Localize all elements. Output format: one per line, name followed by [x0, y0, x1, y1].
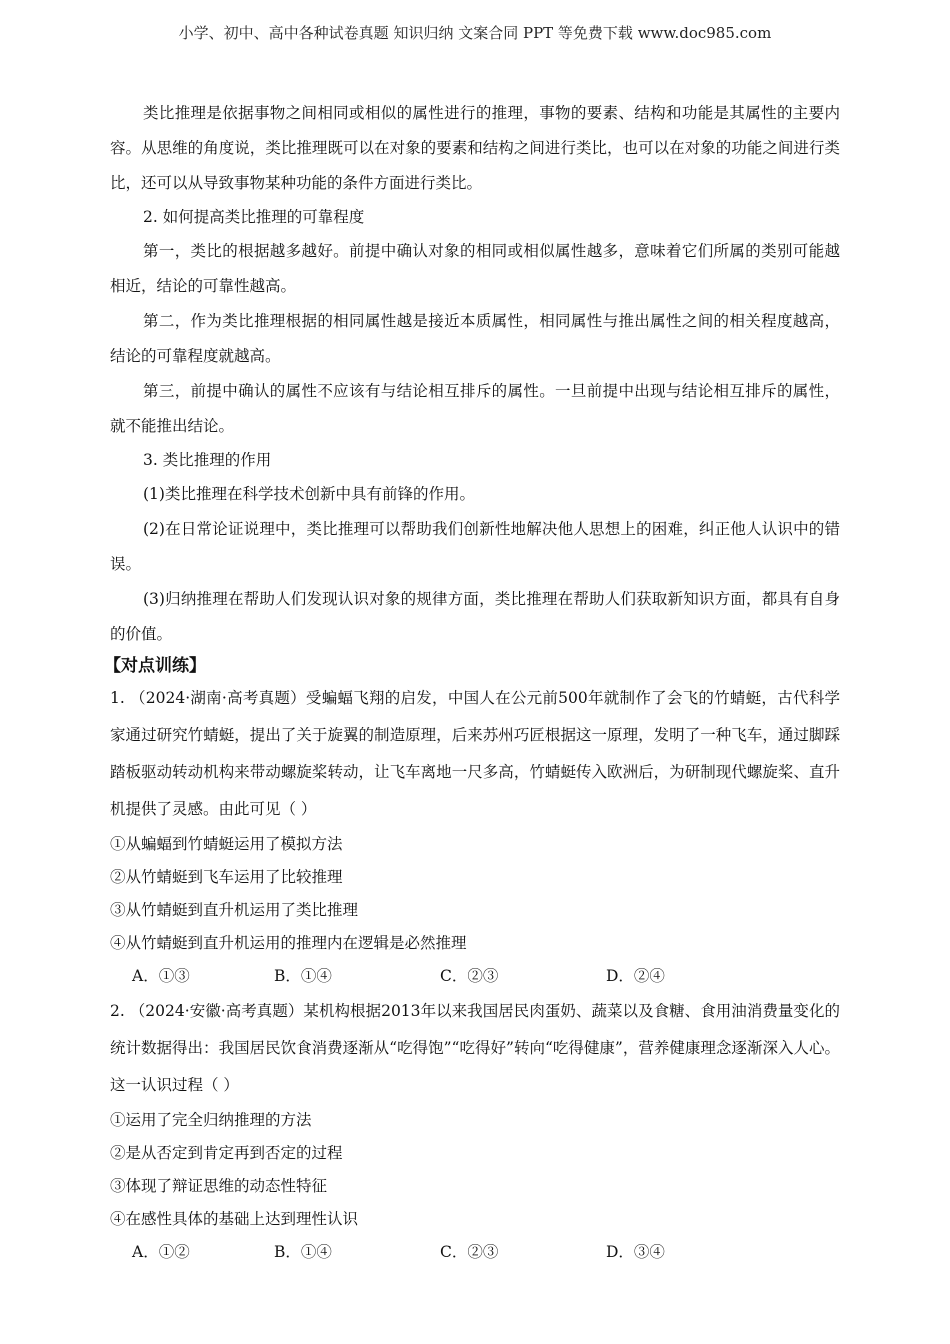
page-header: 小学、初中、高中各种试卷真题 知识归纳 文案合同 PPT 等免费下载 www.doc985.com	[178, 24, 772, 42]
question-2-stem: 2. （2024·安徽·高考真题）某机构根据2013年以来我国居民肉蛋奶、蔬菜以及食糖、食用油消费量变化的统计数据得出：我国居民饮食消费逐渐从“吃得饱”“吃得好”转向“吃得健康”，营养健康理念逐渐深入人心。这一认识过程（ ）	[110, 1002, 840, 1094]
intro-paragraph: 类比推理是依据事物之间相同或相似的属性进行的推理，事物的要素、结构和功能是其属性的主要内容。从思维的角度说，类比推理既可以在对象的要素和结构之间进行类比，也可以在对象的功能之间进行类比，还可以从导致事物某种功能的条件方面进行类比。	[110, 104, 840, 192]
question-1-stem: 1. （2024·湖南·高考真题）受蝙蝠飞翔的启发，中国人在公元前500年就制作了会飞的竹蜻蜓，古代科学家通过研究竹蜻蜓，提出了关于旋翼的制造原理，后来苏州巧匠根据这一原理，发明了一种飞车，通过脚踩踏板驱动转动机构来带动螺旋桨转动，让飞车离地一尺多高，竹蜻蜓传入欧洲后，为研制现代螺旋桨、直升机提供了灵感。由此可见（ ）	[110, 689, 840, 818]
choice-b[interactable]: B．①④	[274, 967, 332, 985]
paragraph-third: 第三，前提中确认的属性不应该有与结论相互排斥的属性。一旦前提中出现与结论相互排斥的属性，就不能推出结论。	[110, 382, 840, 435]
question-2-choices	[110, 1236, 840, 1269]
choice-b[interactable]: B．①④	[274, 1243, 332, 1261]
question-2-option-2: ②是从否定到肯定再到否定的过程	[110, 1144, 343, 1162]
choice-a[interactable]: A．①③	[132, 967, 190, 985]
question-1-choices	[110, 960, 840, 993]
question-2-option-4: ④在感性具体的基础上达到理性认识	[110, 1210, 359, 1228]
question-1-option-4: ④从竹蜻蜓到直升机运用的推理内在逻辑是必然推理	[110, 934, 467, 952]
question-1-option-2: ②从竹蜻蜓到飞车运用了比较推理	[110, 868, 343, 886]
subheading-3: 3. 类比推理的作用	[143, 451, 272, 469]
section-title: 【对点训练】	[104, 656, 206, 676]
choice-a[interactable]: A．①②	[132, 1243, 190, 1261]
question-1-option-3: ③从竹蜻蜓到直升机运用了类比推理	[110, 901, 359, 919]
subheading-2: 2. 如何提高类比推理的可靠程度	[143, 208, 365, 226]
paragraph-second: 第二，作为类比推理根据的相同属性越是接近本质属性，相同属性与推出属性之间的相关程度越高，结论的可靠程度就越高。	[110, 312, 840, 365]
question-2-option-3: ③体现了辩证思维的动态性特征	[110, 1177, 328, 1195]
question-1-option-1: ①从蝙蝠到竹蜻蜓运用了模拟方法	[110, 835, 343, 853]
question-2-option-1: ①运用了完全归纳推理的方法	[110, 1111, 312, 1129]
paragraph-first: 第一，类比的根据越多越好。前提中确认对象的相同或相似属性越多，意味着它们所属的类别可能越相近，结论的可靠性越高。	[110, 242, 840, 295]
choice-d[interactable]: D．②④	[606, 967, 665, 985]
role-item-1: (1)类比推理在科学技术创新中具有前锋的作用。	[143, 485, 475, 503]
question-2	[110, 993, 840, 1269]
role-item-3: (3)归纳推理在帮助人们发现认识对象的规律方面，类比推理在帮助人们获取新知识方面，都具有自身的价值。	[110, 590, 840, 643]
role-item-2: (2)在日常论证说理中，类比推理可以帮助我们创新性地解决他人思想上的困难，纠正他人认识中的错误。	[110, 520, 840, 573]
choice-c[interactable]: C．②③	[440, 1243, 499, 1261]
choice-c[interactable]: C．②③	[440, 967, 499, 985]
choice-d[interactable]: D．③④	[606, 1243, 665, 1261]
question-1	[110, 680, 840, 993]
document-body	[104, 96, 840, 1269]
